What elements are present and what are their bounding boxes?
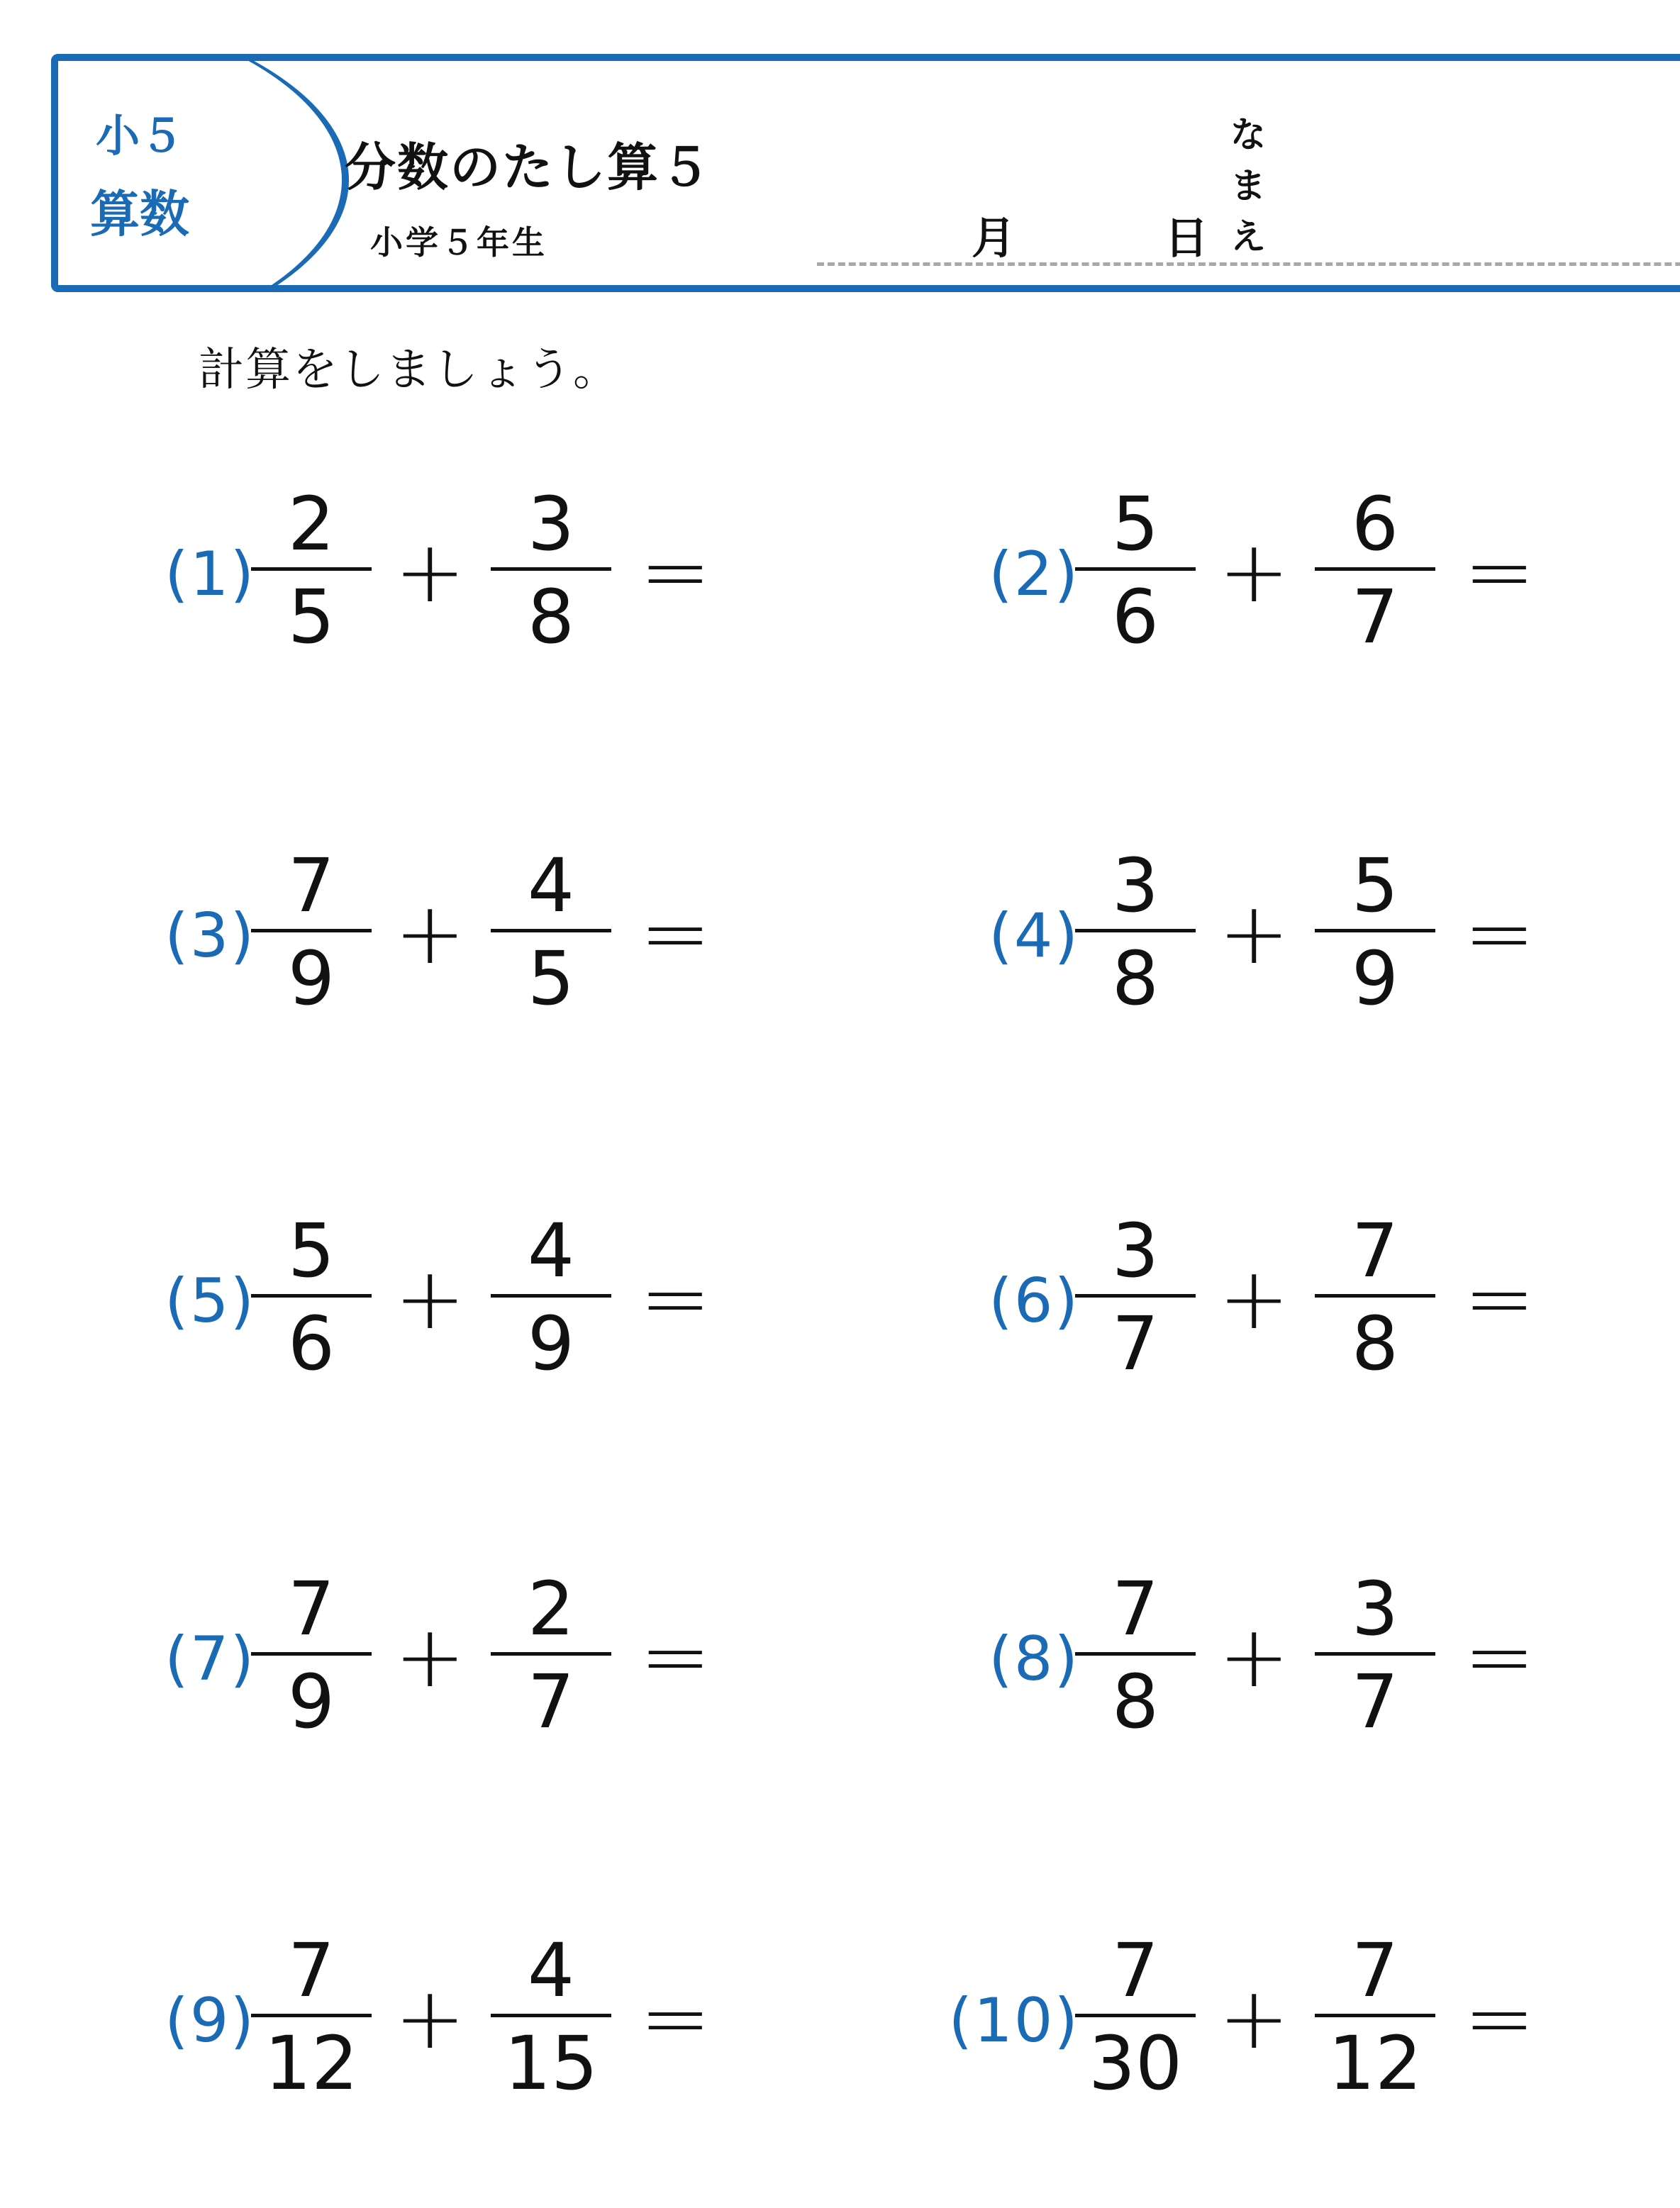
plus-sign: + <box>1218 1608 1290 1707</box>
problem-6 <box>881 1209 1590 1393</box>
fraction-second <box>491 1929 611 2105</box>
problem-9 <box>57 1929 766 2113</box>
denominator: 8 <box>1351 1300 1399 1387</box>
denominator: 12 <box>264 2020 359 2107</box>
plus-sign: + <box>1218 885 1290 983</box>
denominator: 7 <box>1351 574 1399 660</box>
plus-sign: + <box>394 1608 466 1707</box>
problem-number: (2) <box>989 539 1079 610</box>
denominator: 15 <box>504 2020 599 2107</box>
fraction-bar <box>251 929 372 932</box>
fraction-first <box>1075 482 1196 659</box>
equals-sign: = <box>1464 885 1535 983</box>
numerator: 2 <box>287 481 335 567</box>
denominator: 6 <box>287 1300 335 1387</box>
problem-7 <box>57 1567 766 1751</box>
fraction-first <box>1075 1209 1196 1385</box>
fraction-bar <box>491 567 611 571</box>
instruction-text: 計算をしましょう。 <box>199 344 620 396</box>
fraction-second <box>491 1209 611 1385</box>
fraction-bar <box>1075 1294 1196 1298</box>
fraction-second <box>1315 1567 1435 1744</box>
equals-sign: = <box>640 1970 711 2068</box>
fraction-first <box>1075 1929 1196 2105</box>
denominator: 5 <box>287 574 335 660</box>
problem-5 <box>57 1209 766 1393</box>
fraction-second <box>1315 1929 1435 2105</box>
fraction-bar <box>1315 567 1435 571</box>
numerator: 4 <box>527 842 575 929</box>
fraction-bar <box>491 1652 611 1656</box>
fraction-first <box>1075 844 1196 1020</box>
fraction-bar <box>491 1294 611 1298</box>
equals-sign: = <box>1464 1970 1535 2068</box>
problem-10 <box>881 1929 1590 2113</box>
equals-sign: = <box>640 1608 711 1707</box>
numerator: 3 <box>527 481 575 567</box>
equals-sign: = <box>1464 1250 1535 1349</box>
fraction-second <box>491 1567 611 1744</box>
problem-1 <box>57 482 766 667</box>
fraction-first <box>1075 1567 1196 1744</box>
fraction-second <box>491 482 611 659</box>
numerator: 5 <box>1111 481 1159 567</box>
fraction-bar <box>1075 2014 1196 2017</box>
numerator: 4 <box>527 1208 575 1294</box>
problem-number: (5) <box>165 1266 255 1337</box>
numerator: 7 <box>287 1566 335 1652</box>
plus-sign: + <box>394 1250 466 1349</box>
denominator: 7 <box>527 1658 575 1745</box>
numerator: 5 <box>287 1208 335 1294</box>
numerator: 7 <box>1111 1566 1159 1652</box>
problem-number: (8) <box>989 1624 1079 1695</box>
denominator: 12 <box>1328 2020 1423 2107</box>
numerator: 3 <box>1111 842 1159 929</box>
numerator: 6 <box>1351 481 1399 567</box>
plus-sign: + <box>1218 523 1290 622</box>
problem-number: (9) <box>165 1985 255 2056</box>
fraction-bar <box>1075 1652 1196 1656</box>
denominator: 5 <box>527 935 575 1022</box>
numerator: 7 <box>1351 1208 1399 1294</box>
problem-number: (10) <box>948 1985 1079 2056</box>
numerator: 4 <box>527 1927 575 2014</box>
plus-sign: + <box>1218 1250 1290 1349</box>
denominator: 9 <box>287 1658 335 1745</box>
fraction-first <box>251 844 372 1020</box>
fraction-bar <box>251 1294 372 1298</box>
problem-3 <box>57 844 766 1028</box>
fraction-second <box>1315 844 1435 1020</box>
plus-sign: + <box>394 885 466 983</box>
equals-sign: = <box>1464 523 1535 622</box>
badge-arc <box>51 54 349 292</box>
fraction-bar <box>491 2014 611 2017</box>
fraction-second <box>1315 1209 1435 1385</box>
denominator: 8 <box>1111 1658 1159 1745</box>
problem-number: (6) <box>989 1266 1079 1337</box>
denominator: 9 <box>527 1300 575 1387</box>
name-label: なまえ <box>1230 114 1266 257</box>
name-writing-line[interactable] <box>817 262 1680 266</box>
fraction-bar <box>1315 1652 1435 1656</box>
grade-badge: 小５ <box>95 110 184 162</box>
problem-8 <box>881 1567 1590 1751</box>
numerator: 2 <box>527 1566 575 1652</box>
worksheet-title: 分数のたし算５ <box>345 138 713 197</box>
fraction-first <box>251 1209 372 1385</box>
numerator: 7 <box>1351 1927 1399 2014</box>
problem-number: (3) <box>165 901 255 971</box>
month-label: 月 <box>972 212 1016 264</box>
equals-sign: = <box>1464 1608 1535 1707</box>
denominator: 7 <box>1351 1658 1399 1745</box>
fraction-bar <box>1075 929 1196 932</box>
denominator: 8 <box>527 574 575 660</box>
fraction-first <box>251 1567 372 1744</box>
denominator: 7 <box>1111 1300 1159 1387</box>
equals-sign: = <box>640 885 711 983</box>
numerator: 3 <box>1111 1208 1159 1294</box>
fraction-bar <box>251 2014 372 2017</box>
fraction-first <box>251 1929 372 2105</box>
fraction-bar <box>1315 2014 1435 2017</box>
problem-number: (1) <box>165 539 255 610</box>
worksheet-subtitle: 小学５年生 <box>370 223 547 262</box>
equals-sign: = <box>640 1250 711 1349</box>
numerator: 7 <box>287 1927 335 2014</box>
plus-sign: + <box>1218 1970 1290 2068</box>
plus-sign: + <box>394 523 466 622</box>
denominator: 6 <box>1111 574 1159 660</box>
worksheet-header <box>51 54 1680 292</box>
problem-number: (4) <box>989 901 1079 971</box>
fraction-bar <box>491 929 611 932</box>
problem-2 <box>881 482 1590 667</box>
numerator: 7 <box>1111 1927 1159 2014</box>
numerator: 7 <box>287 842 335 929</box>
fraction-bar <box>1315 1294 1435 1298</box>
fraction-second <box>1315 482 1435 659</box>
denominator: 9 <box>1351 935 1399 1022</box>
fraction-bar <box>251 567 372 571</box>
fraction-bar <box>1075 567 1196 571</box>
day-label: 日 <box>1164 212 1209 264</box>
denominator: 9 <box>287 935 335 1022</box>
plus-sign: + <box>394 1970 466 2068</box>
denominator: 30 <box>1088 2020 1183 2107</box>
equals-sign: = <box>640 523 711 622</box>
numerator: 5 <box>1351 842 1399 929</box>
fraction-bar <box>1315 929 1435 932</box>
subject-badge: 算数 <box>90 185 189 243</box>
fraction-first <box>251 482 372 659</box>
problem-number: (7) <box>165 1624 255 1695</box>
denominator: 8 <box>1111 935 1159 1022</box>
numerator: 3 <box>1351 1566 1399 1652</box>
fraction-bar <box>251 1652 372 1656</box>
fraction-second <box>491 844 611 1020</box>
problem-4 <box>881 844 1590 1028</box>
